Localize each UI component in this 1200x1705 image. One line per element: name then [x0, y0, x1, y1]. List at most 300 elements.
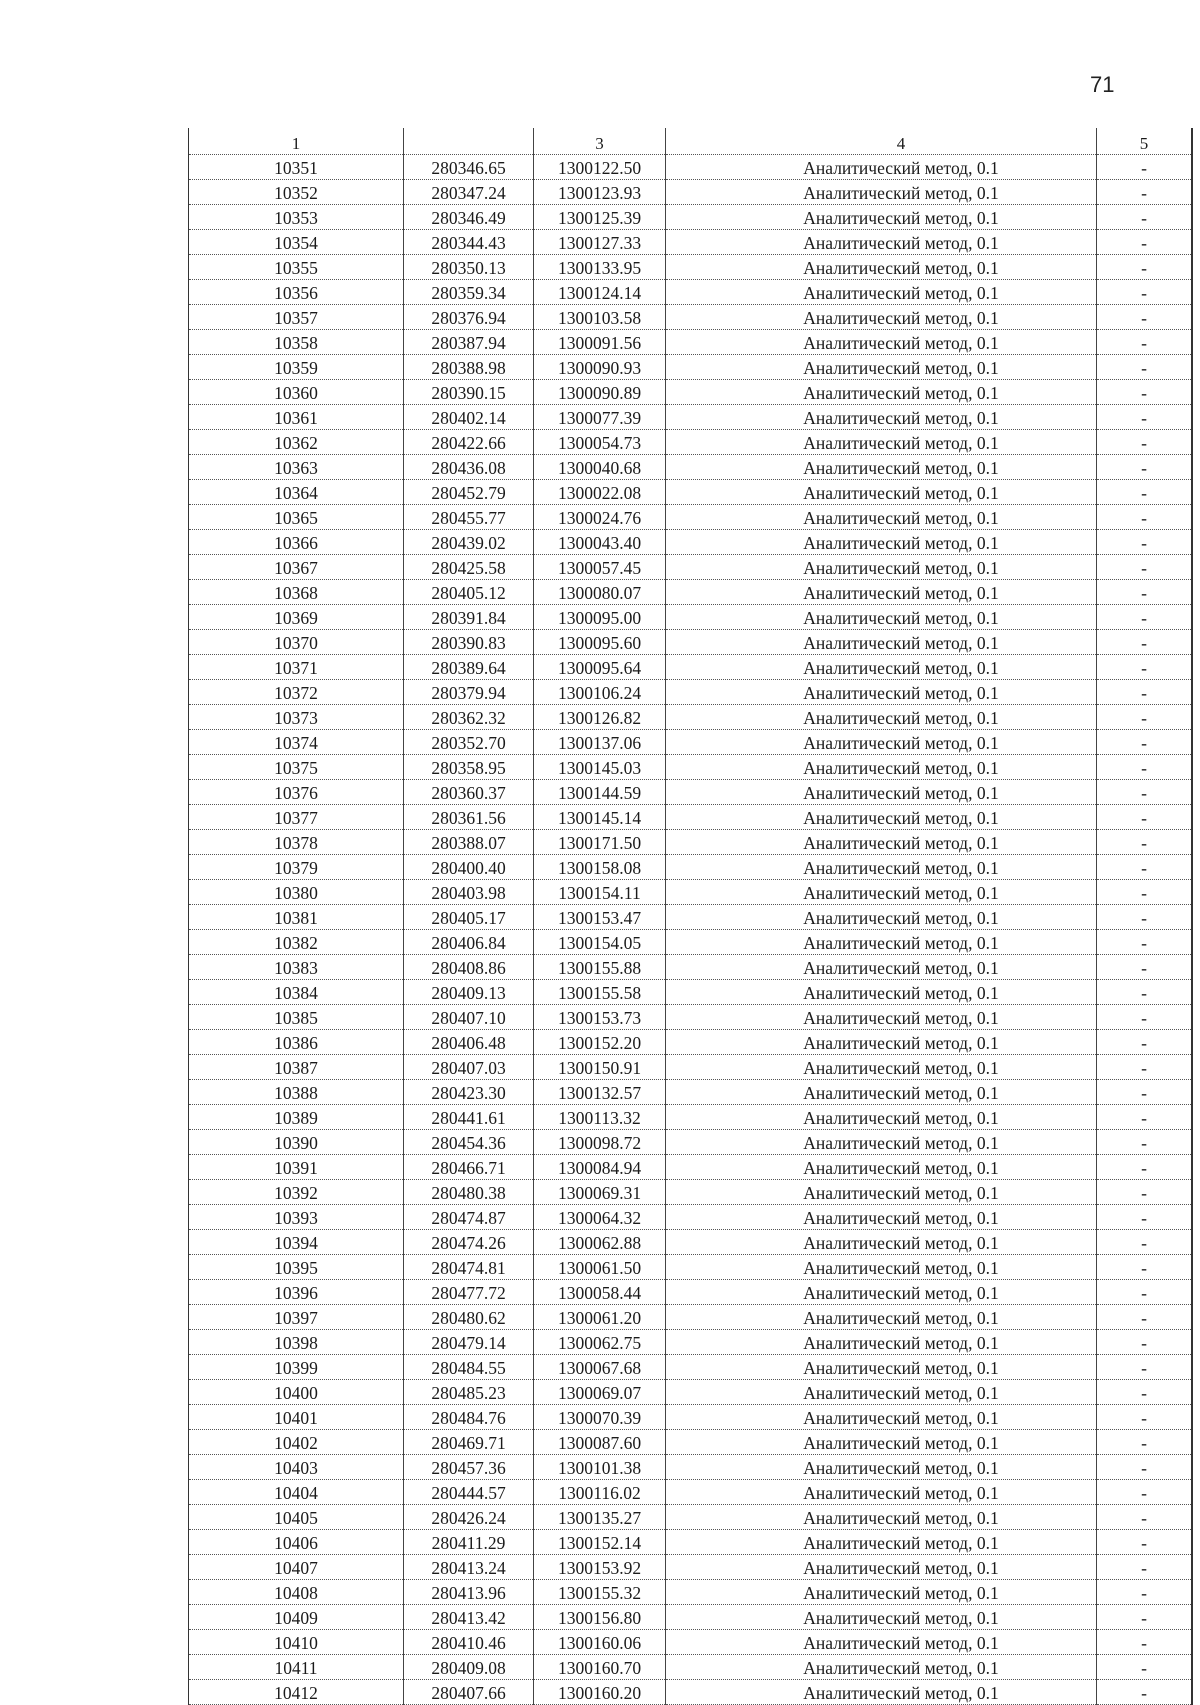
table-row [189, 230, 1193, 255]
x-coordinate-cell: 280413.96 [404, 1580, 534, 1605]
table-row [189, 605, 1193, 630]
table-row [189, 1430, 1193, 1455]
y-coordinate-cell: 1300144.59 [534, 780, 666, 805]
point-number-cell: 10376 [189, 780, 404, 805]
note-cell: - [1097, 1055, 1193, 1080]
y-coordinate-cell: 1300132.57 [534, 1080, 666, 1105]
point-number-cell: 10375 [189, 755, 404, 780]
note-cell: - [1097, 930, 1193, 955]
y-coordinate-cell: 1300095.64 [534, 655, 666, 680]
note-cell: - [1097, 1255, 1193, 1280]
point-number-cell: 10354 [189, 230, 404, 255]
table-row [189, 1105, 1193, 1130]
x-coordinate-cell: 280422.66 [404, 430, 534, 455]
table-row [189, 155, 1193, 180]
method-cell: Аналитический метод, 0.1 [666, 405, 1097, 430]
x-coordinate-cell: 280388.98 [404, 355, 534, 380]
x-coordinate-cell: 280403.98 [404, 880, 534, 905]
x-coordinate-cell: 280469.71 [404, 1430, 534, 1455]
point-number-cell: 10406 [189, 1530, 404, 1555]
y-coordinate-cell: 1300152.14 [534, 1530, 666, 1555]
x-coordinate-cell: 280409.08 [404, 1655, 534, 1680]
y-coordinate-cell: 1300153.92 [534, 1555, 666, 1580]
y-coordinate-cell: 1300152.20 [534, 1030, 666, 1055]
point-number-cell: 10399 [189, 1355, 404, 1380]
point-number-cell: 10396 [189, 1280, 404, 1305]
x-coordinate-cell: 280474.81 [404, 1255, 534, 1280]
note-cell: - [1097, 1355, 1193, 1380]
y-coordinate-cell: 1300137.06 [534, 730, 666, 755]
method-cell: Аналитический метод, 0.1 [666, 605, 1097, 630]
method-cell: Аналитический метод, 0.1 [666, 1630, 1097, 1655]
x-coordinate-cell: 280452.79 [404, 480, 534, 505]
x-coordinate-cell: 280444.57 [404, 1480, 534, 1505]
y-coordinate-cell: 1300124.14 [534, 280, 666, 305]
note-cell: - [1097, 155, 1193, 180]
method-cell: Аналитический метод, 0.1 [666, 1455, 1097, 1480]
note-cell: - [1097, 205, 1193, 230]
y-coordinate-cell: 1300123.93 [534, 180, 666, 205]
x-coordinate-cell: 280390.83 [404, 630, 534, 655]
note-cell: - [1097, 705, 1193, 730]
x-coordinate-cell: 280407.66 [404, 1680, 534, 1705]
method-cell: Аналитический метод, 0.1 [666, 1205, 1097, 1230]
method-cell: Аналитический метод, 0.1 [666, 530, 1097, 555]
point-number-cell: 10395 [189, 1255, 404, 1280]
note-cell: - [1097, 1205, 1193, 1230]
x-coordinate-cell: 280408.86 [404, 955, 534, 980]
x-coordinate-cell: 280413.42 [404, 1605, 534, 1630]
table-row [189, 530, 1193, 555]
method-cell: Аналитический метод, 0.1 [666, 1105, 1097, 1130]
point-number-cell: 10358 [189, 330, 404, 355]
point-number-cell: 10408 [189, 1580, 404, 1605]
y-coordinate-cell: 1300024.76 [534, 505, 666, 530]
point-number-cell: 10371 [189, 655, 404, 680]
point-number-cell: 10410 [189, 1630, 404, 1655]
x-coordinate-cell: 280479.14 [404, 1330, 534, 1355]
y-coordinate-cell: 1300080.07 [534, 580, 666, 605]
y-coordinate-cell: 1300090.93 [534, 355, 666, 380]
method-cell: Аналитический метод, 0.1 [666, 830, 1097, 855]
y-coordinate-cell: 1300160.70 [534, 1655, 666, 1680]
note-cell: - [1097, 955, 1193, 980]
table-row [189, 705, 1193, 730]
method-cell: Аналитический метод, 0.1 [666, 1655, 1097, 1680]
method-cell: Аналитический метод, 0.1 [666, 1055, 1097, 1080]
y-coordinate-cell: 1300153.73 [534, 1005, 666, 1030]
y-coordinate-cell: 1300154.05 [534, 930, 666, 955]
point-number-cell: 10380 [189, 880, 404, 905]
table-row [189, 955, 1193, 980]
x-coordinate-cell: 280405.17 [404, 905, 534, 930]
x-coordinate-cell: 280474.87 [404, 1205, 534, 1230]
x-coordinate-cell: 280358.95 [404, 755, 534, 780]
method-cell: Аналитический метод, 0.1 [666, 205, 1097, 230]
point-number-cell: 10373 [189, 705, 404, 730]
y-coordinate-cell: 1300077.39 [534, 405, 666, 430]
table-row [189, 305, 1193, 330]
method-cell: Аналитический метод, 0.1 [666, 230, 1097, 255]
note-cell: - [1097, 1130, 1193, 1155]
y-coordinate-cell: 1300127.33 [534, 230, 666, 255]
method-cell: Аналитический метод, 0.1 [666, 480, 1097, 505]
x-coordinate-cell: 280474.26 [404, 1230, 534, 1255]
method-cell: Аналитический метод, 0.1 [666, 680, 1097, 705]
method-cell: Аналитический метод, 0.1 [666, 780, 1097, 805]
method-cell: Аналитический метод, 0.1 [666, 330, 1097, 355]
table-row [189, 1055, 1193, 1080]
table-row [189, 505, 1193, 530]
table-header-row [189, 128, 1193, 155]
table-row [189, 655, 1193, 680]
point-number-cell: 10387 [189, 1055, 404, 1080]
y-coordinate-cell: 1300040.68 [534, 455, 666, 480]
point-number-cell: 10361 [189, 405, 404, 430]
table-row [189, 930, 1193, 955]
method-cell: Аналитический метод, 0.1 [666, 905, 1097, 930]
coordinates-table [188, 128, 1193, 1705]
note-cell: - [1097, 1405, 1193, 1430]
method-cell: Аналитический метод, 0.1 [666, 1180, 1097, 1205]
method-cell: Аналитический метод, 0.1 [666, 1130, 1097, 1155]
note-cell: - [1097, 1155, 1193, 1180]
note-cell: - [1097, 1605, 1193, 1630]
page-number: 71 [1090, 72, 1115, 97]
y-coordinate-cell: 1300101.38 [534, 1455, 666, 1480]
point-number-cell: 10385 [189, 1005, 404, 1030]
table-row [189, 1330, 1193, 1355]
note-cell: - [1097, 905, 1193, 930]
note-cell: - [1097, 755, 1193, 780]
method-cell: Аналитический метод, 0.1 [666, 505, 1097, 530]
table-row [189, 855, 1193, 880]
x-coordinate-cell: 280411.29 [404, 1530, 534, 1555]
y-coordinate-cell: 1300091.56 [534, 330, 666, 355]
note-cell: - [1097, 605, 1193, 630]
x-coordinate-cell: 280376.94 [404, 305, 534, 330]
y-coordinate-cell: 1300150.91 [534, 1055, 666, 1080]
table-row [189, 280, 1193, 305]
x-coordinate-cell: 280400.40 [404, 855, 534, 880]
y-coordinate-cell: 1300057.45 [534, 555, 666, 580]
method-cell: Аналитический метод, 0.1 [666, 980, 1097, 1005]
x-coordinate-cell: 280477.72 [404, 1280, 534, 1305]
y-coordinate-cell: 1300145.03 [534, 755, 666, 780]
table-row [189, 1155, 1193, 1180]
y-coordinate-cell: 1300135.27 [534, 1505, 666, 1530]
table-row [189, 1005, 1193, 1030]
y-coordinate-cell: 1300158.08 [534, 855, 666, 880]
x-coordinate-cell: 280454.36 [404, 1130, 534, 1155]
point-number-cell: 10407 [189, 1555, 404, 1580]
y-coordinate-cell: 1300095.00 [534, 605, 666, 630]
y-coordinate-cell: 1300154.11 [534, 880, 666, 905]
x-coordinate-cell: 280350.13 [404, 255, 534, 280]
y-coordinate-cell: 1300043.40 [534, 530, 666, 555]
table-row [189, 180, 1193, 205]
x-coordinate-cell: 280389.64 [404, 655, 534, 680]
x-coordinate-cell: 280484.76 [404, 1405, 534, 1430]
table-row [189, 205, 1193, 230]
method-cell: Аналитический метод, 0.1 [666, 1380, 1097, 1405]
point-number-cell: 10374 [189, 730, 404, 755]
table-row [189, 730, 1193, 755]
note-cell: - [1097, 1530, 1193, 1555]
method-cell: Аналитический метод, 0.1 [666, 1530, 1097, 1555]
method-cell: Аналитический метод, 0.1 [666, 1155, 1097, 1180]
point-number-cell: 10389 [189, 1105, 404, 1130]
y-coordinate-cell: 1300116.02 [534, 1480, 666, 1505]
x-coordinate-cell: 280484.55 [404, 1355, 534, 1380]
table-row [189, 380, 1193, 405]
x-coordinate-cell: 280362.32 [404, 705, 534, 730]
method-cell: Аналитический метод, 0.1 [666, 630, 1097, 655]
note-cell: - [1097, 1180, 1193, 1205]
table-row [189, 1355, 1193, 1380]
table-row [189, 455, 1193, 480]
point-number-cell: 10403 [189, 1455, 404, 1480]
table-row [189, 780, 1193, 805]
table-row [189, 1630, 1193, 1655]
note-cell: - [1097, 980, 1193, 1005]
x-coordinate-cell: 280359.34 [404, 280, 534, 305]
note-cell: - [1097, 880, 1193, 905]
x-coordinate-cell: 280457.36 [404, 1455, 534, 1480]
table-row [189, 1230, 1193, 1255]
column-header-1: 1 [189, 128, 404, 155]
method-cell: Аналитический метод, 0.1 [666, 255, 1097, 280]
table-row [189, 555, 1193, 580]
method-cell: Аналитический метод, 0.1 [666, 355, 1097, 380]
x-coordinate-cell: 280407.03 [404, 1055, 534, 1080]
method-cell: Аналитический метод, 0.1 [666, 1080, 1097, 1105]
point-number-cell: 10365 [189, 505, 404, 530]
note-cell: - [1097, 730, 1193, 755]
table-row [189, 680, 1193, 705]
x-coordinate-cell: 280436.08 [404, 455, 534, 480]
note-cell: - [1097, 630, 1193, 655]
y-coordinate-cell: 1300062.75 [534, 1330, 666, 1355]
x-coordinate-cell: 280466.71 [404, 1155, 534, 1180]
column-header-2 [404, 128, 534, 155]
table-row [189, 1030, 1193, 1055]
y-coordinate-cell: 1300160.06 [534, 1630, 666, 1655]
note-cell: - [1097, 1505, 1193, 1530]
point-number-cell: 10356 [189, 280, 404, 305]
note-cell: - [1097, 1630, 1193, 1655]
note-cell: - [1097, 1655, 1193, 1680]
y-coordinate-cell: 1300062.88 [534, 1230, 666, 1255]
y-coordinate-cell: 1300106.24 [534, 680, 666, 705]
method-cell: Аналитический метод, 0.1 [666, 380, 1097, 405]
point-number-cell: 10360 [189, 380, 404, 405]
method-cell: Аналитический метод, 0.1 [666, 1430, 1097, 1455]
method-cell: Аналитический метод, 0.1 [666, 1555, 1097, 1580]
note-cell: - [1097, 280, 1193, 305]
point-number-cell: 10382 [189, 930, 404, 955]
column-header-5: 5 [1097, 128, 1193, 155]
point-number-cell: 10409 [189, 1605, 404, 1630]
method-cell: Аналитический метод, 0.1 [666, 580, 1097, 605]
x-coordinate-cell: 280410.46 [404, 1630, 534, 1655]
point-number-cell: 10369 [189, 605, 404, 630]
note-cell: - [1097, 1080, 1193, 1105]
table-row [189, 1480, 1193, 1505]
note-cell: - [1097, 1330, 1193, 1355]
note-cell: - [1097, 405, 1193, 430]
method-cell: Аналитический метод, 0.1 [666, 655, 1097, 680]
y-coordinate-cell: 1300113.32 [534, 1105, 666, 1130]
table-row [189, 1180, 1193, 1205]
point-number-cell: 10366 [189, 530, 404, 555]
point-number-cell: 10411 [189, 1655, 404, 1680]
point-number-cell: 10412 [189, 1680, 404, 1705]
y-coordinate-cell: 1300098.72 [534, 1130, 666, 1155]
table-row [189, 905, 1193, 930]
method-cell: Аналитический метод, 0.1 [666, 555, 1097, 580]
method-cell: Аналитический метод, 0.1 [666, 1330, 1097, 1355]
note-cell: - [1097, 180, 1193, 205]
point-number-cell: 10384 [189, 980, 404, 1005]
point-number-cell: 10379 [189, 855, 404, 880]
table-row [189, 1130, 1193, 1155]
table-row [189, 1305, 1193, 1330]
y-coordinate-cell: 1300155.58 [534, 980, 666, 1005]
note-cell: - [1097, 1280, 1193, 1305]
column-header-4: 4 [666, 128, 1097, 155]
table-row [189, 1455, 1193, 1480]
point-number-cell: 10353 [189, 205, 404, 230]
method-cell: Аналитический метод, 0.1 [666, 930, 1097, 955]
table-body [189, 155, 1193, 1705]
point-number-cell: 10394 [189, 1230, 404, 1255]
x-coordinate-cell: 280387.94 [404, 330, 534, 355]
y-coordinate-cell: 1300103.58 [534, 305, 666, 330]
method-cell: Аналитический метод, 0.1 [666, 855, 1097, 880]
point-number-cell: 10397 [189, 1305, 404, 1330]
y-coordinate-cell: 1300122.50 [534, 155, 666, 180]
point-number-cell: 10372 [189, 680, 404, 705]
table-row [189, 1255, 1193, 1280]
method-cell: Аналитический метод, 0.1 [666, 1505, 1097, 1530]
point-number-cell: 10362 [189, 430, 404, 455]
point-number-cell: 10392 [189, 1180, 404, 1205]
note-cell: - [1097, 305, 1193, 330]
y-coordinate-cell: 1300153.47 [534, 905, 666, 930]
note-cell: - [1097, 255, 1193, 280]
x-coordinate-cell: 280361.56 [404, 805, 534, 830]
table-row [189, 1280, 1193, 1305]
point-number-cell: 10398 [189, 1330, 404, 1355]
method-cell: Аналитический метод, 0.1 [666, 1230, 1097, 1255]
x-coordinate-cell: 280405.12 [404, 580, 534, 605]
x-coordinate-cell: 280426.24 [404, 1505, 534, 1530]
method-cell: Аналитический метод, 0.1 [666, 1255, 1097, 1280]
table-row [189, 805, 1193, 830]
y-coordinate-cell: 1300126.82 [534, 705, 666, 730]
method-cell: Аналитический метод, 0.1 [666, 1405, 1097, 1430]
note-cell: - [1097, 855, 1193, 880]
x-coordinate-cell: 280425.58 [404, 555, 534, 580]
y-coordinate-cell: 1300022.08 [534, 480, 666, 505]
y-coordinate-cell: 1300064.32 [534, 1205, 666, 1230]
x-coordinate-cell: 280423.30 [404, 1080, 534, 1105]
note-cell: - [1097, 830, 1193, 855]
method-cell: Аналитический метод, 0.1 [666, 280, 1097, 305]
table-row [189, 255, 1193, 280]
y-coordinate-cell: 1300125.39 [534, 205, 666, 230]
note-cell: - [1097, 1105, 1193, 1130]
note-cell: - [1097, 780, 1193, 805]
table-row [189, 1080, 1193, 1105]
note-cell: - [1097, 1430, 1193, 1455]
note-cell: - [1097, 330, 1193, 355]
note-cell: - [1097, 1480, 1193, 1505]
table-row [189, 880, 1193, 905]
note-cell: - [1097, 355, 1193, 380]
point-number-cell: 10402 [189, 1430, 404, 1455]
table-row [189, 430, 1193, 455]
y-coordinate-cell: 1300155.88 [534, 955, 666, 980]
point-number-cell: 10364 [189, 480, 404, 505]
method-cell: Аналитический метод, 0.1 [666, 1580, 1097, 1605]
method-cell: Аналитический метод, 0.1 [666, 430, 1097, 455]
note-cell: - [1097, 655, 1193, 680]
point-number-cell: 10368 [189, 580, 404, 605]
note-cell: - [1097, 555, 1193, 580]
point-number-cell: 10393 [189, 1205, 404, 1230]
point-number-cell: 10377 [189, 805, 404, 830]
point-number-cell: 10404 [189, 1480, 404, 1505]
x-coordinate-cell: 280441.61 [404, 1105, 534, 1130]
note-cell: - [1097, 1455, 1193, 1480]
note-cell: - [1097, 1230, 1193, 1255]
method-cell: Аналитический метод, 0.1 [666, 1680, 1097, 1705]
note-cell: - [1097, 805, 1193, 830]
table-row [189, 755, 1193, 780]
note-cell: - [1097, 455, 1193, 480]
point-number-cell: 10401 [189, 1405, 404, 1430]
x-coordinate-cell: 280391.84 [404, 605, 534, 630]
note-cell: - [1097, 480, 1193, 505]
note-cell: - [1097, 1580, 1193, 1605]
point-number-cell: 10370 [189, 630, 404, 655]
y-coordinate-cell: 1300095.60 [534, 630, 666, 655]
x-coordinate-cell: 280344.43 [404, 230, 534, 255]
note-cell: - [1097, 530, 1193, 555]
note-cell: - [1097, 580, 1193, 605]
note-cell: - [1097, 1305, 1193, 1330]
y-coordinate-cell: 1300133.95 [534, 255, 666, 280]
method-cell: Аналитический метод, 0.1 [666, 1030, 1097, 1055]
point-number-cell: 10391 [189, 1155, 404, 1180]
point-number-cell: 10386 [189, 1030, 404, 1055]
point-number-cell: 10383 [189, 955, 404, 980]
method-cell: Аналитический метод, 0.1 [666, 1605, 1097, 1630]
point-number-cell: 10355 [189, 255, 404, 280]
note-cell: - [1097, 1005, 1193, 1030]
method-cell: Аналитический метод, 0.1 [666, 455, 1097, 480]
method-cell: Аналитический метод, 0.1 [666, 1355, 1097, 1380]
y-coordinate-cell: 1300087.60 [534, 1430, 666, 1455]
x-coordinate-cell: 280347.24 [404, 180, 534, 205]
method-cell: Аналитический метод, 0.1 [666, 955, 1097, 980]
point-number-cell: 10405 [189, 1505, 404, 1530]
note-cell: - [1097, 380, 1193, 405]
y-coordinate-cell: 1300145.14 [534, 805, 666, 830]
table-row [189, 1555, 1193, 1580]
